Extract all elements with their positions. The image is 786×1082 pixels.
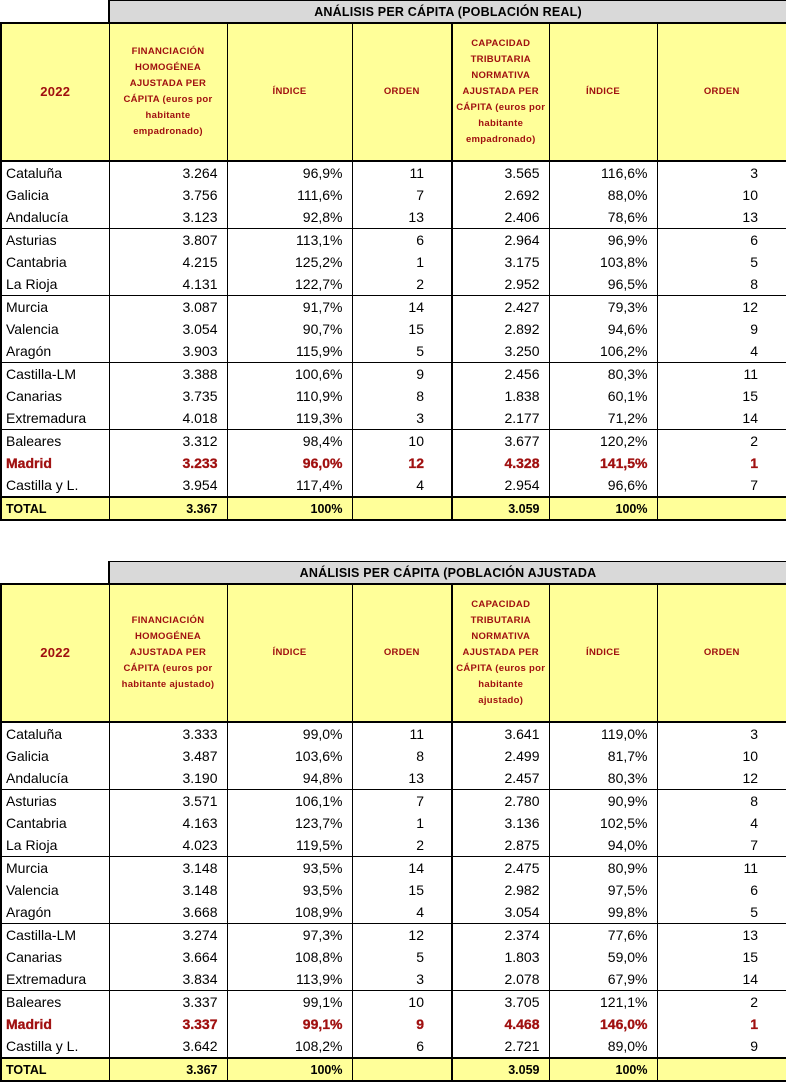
- region-name: Baleares: [1, 991, 109, 1014]
- region-name: Murcia: [1, 857, 109, 880]
- table-row: [1, 206, 786, 229]
- orden-value: 9: [657, 318, 786, 340]
- capacidad-value: 2.427: [452, 296, 549, 319]
- orden-value: 15: [657, 946, 786, 968]
- capacidad-value: 2.982: [452, 879, 549, 901]
- indice-value: 90,7%: [227, 318, 352, 340]
- indice-value: 103,6%: [227, 745, 352, 767]
- table-title: ANÁLISIS PER CÁPITA (POBLACIÓN AJUSTADA: [109, 562, 786, 585]
- orden-value: 13: [352, 206, 452, 229]
- table-row: [1, 430, 786, 453]
- header-orden: ORDEN: [352, 23, 452, 161]
- orden-value: 6: [657, 229, 786, 252]
- year-header: 2022: [1, 584, 109, 722]
- region-name: Extremadura: [1, 407, 109, 430]
- region-name: Asturias: [1, 790, 109, 813]
- financiacion-value: 3.264: [109, 161, 227, 184]
- indice-value: 106,1%: [227, 790, 352, 813]
- indice-value: 141,5%: [549, 452, 657, 474]
- table-row: [1, 340, 786, 363]
- indice-value: 102,5%: [549, 812, 657, 834]
- indice-value: 94,6%: [549, 318, 657, 340]
- financiacion-value: 3.807: [109, 229, 227, 252]
- table-row: [1, 1013, 786, 1035]
- capacidad-value: 2.952: [452, 273, 549, 296]
- indice-value: 119,0%: [549, 722, 657, 745]
- financiacion-value: 3.337: [109, 991, 227, 1014]
- capacidad-value: 2.177: [452, 407, 549, 430]
- region-name: Asturias: [1, 229, 109, 252]
- indice-value: 106,2%: [549, 340, 657, 363]
- indice-value: 89,0%: [549, 1035, 657, 1058]
- region-name: Madrid: [1, 1013, 109, 1035]
- orden-value: 11: [657, 857, 786, 880]
- indice-value: 146,0%: [549, 1013, 657, 1035]
- indice-value: 60,1%: [549, 385, 657, 407]
- capacidad-value: 2.475: [452, 857, 549, 880]
- table-row: [1, 722, 786, 745]
- orden-value: 6: [352, 229, 452, 252]
- header-indice: ÍNDICE: [227, 23, 352, 161]
- capacidad-value: 2.780: [452, 790, 549, 813]
- table-row: [1, 184, 786, 206]
- region-name: Valencia: [1, 879, 109, 901]
- table-row: [1, 1035, 786, 1058]
- region-name: Aragón: [1, 901, 109, 924]
- capacidad-value: 2.892: [452, 318, 549, 340]
- orden-value: 1: [657, 1013, 786, 1035]
- orden-value: 3: [657, 161, 786, 184]
- orden-value: 10: [352, 991, 452, 1014]
- indice-value: 103,8%: [549, 251, 657, 273]
- indice-value: 94,8%: [227, 767, 352, 790]
- orden-value: 7: [657, 474, 786, 497]
- table-row: [1, 857, 786, 880]
- region-name: La Rioja: [1, 834, 109, 857]
- indice-value: 100,6%: [227, 363, 352, 386]
- indice-value: 108,2%: [227, 1035, 352, 1058]
- indice-value: 99,1%: [227, 1013, 352, 1035]
- orden-value: 14: [352, 296, 452, 319]
- capacidad-value: 2.406: [452, 206, 549, 229]
- orden-value: 11: [352, 722, 452, 745]
- indice-value: 88,0%: [549, 184, 657, 206]
- table-row: [1, 363, 786, 386]
- indice-value: 115,9%: [227, 340, 352, 363]
- orden-value: 9: [657, 1035, 786, 1058]
- orden-value: 1: [352, 812, 452, 834]
- indice-value: 92,8%: [227, 206, 352, 229]
- indice-value: 119,3%: [227, 407, 352, 430]
- orden-value: 10: [657, 745, 786, 767]
- total-indice: 100%: [227, 1058, 352, 1081]
- indice-value: 121,1%: [549, 991, 657, 1014]
- orden-value: 8: [352, 385, 452, 407]
- indice-value: 80,9%: [549, 857, 657, 880]
- capacidad-value: 2.374: [452, 924, 549, 947]
- financiacion-value: 3.274: [109, 924, 227, 947]
- indice-value: 67,9%: [549, 968, 657, 991]
- indice-value: 93,5%: [227, 879, 352, 901]
- orden-value: 15: [352, 318, 452, 340]
- header-orden: ORDEN: [657, 23, 786, 161]
- capacidad-value: 1.838: [452, 385, 549, 407]
- indice-value: 117,4%: [227, 474, 352, 497]
- total-indice: 100%: [227, 497, 352, 520]
- orden-value: 13: [657, 924, 786, 947]
- indice-value: 110,9%: [227, 385, 352, 407]
- indice-value: 96,9%: [549, 229, 657, 252]
- orden-value: 3: [352, 968, 452, 991]
- table-row: [1, 229, 786, 252]
- capacidad-value: 3.677: [452, 430, 549, 453]
- capacidad-value: 3.175: [452, 251, 549, 273]
- region-name: Extremadura: [1, 968, 109, 991]
- orden-value: 12: [352, 452, 452, 474]
- orden-value: 2: [352, 273, 452, 296]
- table-row: [1, 946, 786, 968]
- indice-value: 79,3%: [549, 296, 657, 319]
- table-row: [1, 901, 786, 924]
- orden-value: 14: [657, 407, 786, 430]
- capacidad-value: 2.078: [452, 968, 549, 991]
- indice-value: 96,9%: [227, 161, 352, 184]
- indice-value: 96,5%: [549, 273, 657, 296]
- capacidad-value: 3.136: [452, 812, 549, 834]
- indice-value: 91,7%: [227, 296, 352, 319]
- table-row: [1, 834, 786, 857]
- indice-value: 94,0%: [549, 834, 657, 857]
- capacidad-value: 2.456: [452, 363, 549, 386]
- orden-value: 2: [657, 430, 786, 453]
- total-financiacion: 3.367: [109, 1058, 227, 1081]
- header-financiacion: FINANCIACIÓN HOMOGÉNEA AJUSTADA PER CÁPITA (euros por habitante empadronado): [109, 23, 227, 161]
- header-indice: ÍNDICE: [227, 584, 352, 722]
- financiacion-value: 3.337: [109, 1013, 227, 1035]
- indice-value: 90,9%: [549, 790, 657, 813]
- capacidad-value: 3.641: [452, 722, 549, 745]
- table-row: [1, 812, 786, 834]
- header-financiacion: FINANCIACIÓN HOMOGÉNEA AJUSTADA PER CÁPITA (euros por habitante ajustado): [109, 584, 227, 722]
- financiacion-value: 3.190: [109, 767, 227, 790]
- orden-value: 9: [352, 363, 452, 386]
- table-row: [1, 161, 786, 184]
- region-name: Baleares: [1, 430, 109, 453]
- financiacion-value: 3.148: [109, 857, 227, 880]
- financiacion-value: 3.571: [109, 790, 227, 813]
- indice-value: 99,1%: [227, 991, 352, 1014]
- total-indice: 100%: [549, 1058, 657, 1081]
- financiacion-value: 3.123: [109, 206, 227, 229]
- table-row: [1, 991, 786, 1014]
- financiacion-value: 3.148: [109, 879, 227, 901]
- orden-value: 13: [657, 206, 786, 229]
- orden-value: 3: [352, 407, 452, 430]
- orden-value: 5: [352, 946, 452, 968]
- region-name: Cantabria: [1, 251, 109, 273]
- total-financiacion: 3.367: [109, 497, 227, 520]
- indice-value: 108,8%: [227, 946, 352, 968]
- region-name: Canarias: [1, 946, 109, 968]
- total-row: [1, 497, 786, 520]
- indice-value: 120,2%: [549, 430, 657, 453]
- region-name: Andalucía: [1, 767, 109, 790]
- orden-value: 5: [657, 251, 786, 273]
- indice-value: 113,9%: [227, 968, 352, 991]
- region-name: Cataluña: [1, 722, 109, 745]
- region-name: Valencia: [1, 318, 109, 340]
- region-name: Castilla y L.: [1, 1035, 109, 1058]
- financiacion-value: 3.664: [109, 946, 227, 968]
- orden-value: 6: [657, 879, 786, 901]
- capacidad-value: 3.565: [452, 161, 549, 184]
- financiacion-value: 3.333: [109, 722, 227, 745]
- financiacion-value: 4.163: [109, 812, 227, 834]
- financiacion-value: 4.018: [109, 407, 227, 430]
- capacidad-value: 3.054: [452, 901, 549, 924]
- orden-value: 15: [352, 879, 452, 901]
- region-name: Galicia: [1, 745, 109, 767]
- financiacion-value: 4.131: [109, 273, 227, 296]
- financiacion-value: 3.087: [109, 296, 227, 319]
- capacidad-value: 2.721: [452, 1035, 549, 1058]
- table-poblacion-ajustada: [0, 561, 786, 1082]
- total-indice: 100%: [549, 497, 657, 520]
- region-name: Murcia: [1, 296, 109, 319]
- table-row: [1, 452, 786, 474]
- indice-value: 113,1%: [227, 229, 352, 252]
- orden-value: 7: [657, 834, 786, 857]
- table-row: [1, 767, 786, 790]
- orden-value: 2: [352, 834, 452, 857]
- financiacion-value: 3.668: [109, 901, 227, 924]
- financiacion-value: 3.312: [109, 430, 227, 453]
- table-row: [1, 273, 786, 296]
- year-header: 2022: [1, 23, 109, 161]
- financiacion-value: 3.756: [109, 184, 227, 206]
- orden-value: 5: [352, 340, 452, 363]
- total-orden: [657, 497, 786, 520]
- region-name: Castilla y L.: [1, 474, 109, 497]
- orden-value: 7: [352, 184, 452, 206]
- region-name: Canarias: [1, 385, 109, 407]
- indice-value: 98,4%: [227, 430, 352, 453]
- indice-value: 111,6%: [227, 184, 352, 206]
- indice-value: 99,0%: [227, 722, 352, 745]
- table-row: [1, 924, 786, 947]
- financiacion-value: 3.903: [109, 340, 227, 363]
- orden-value: 11: [352, 161, 452, 184]
- capacidad-value: 2.875: [452, 834, 549, 857]
- header-indice: ÍNDICE: [549, 23, 657, 161]
- table-row: [1, 968, 786, 991]
- header-orden: ORDEN: [352, 584, 452, 722]
- capacidad-value: 4.468: [452, 1013, 549, 1035]
- indice-value: 125,2%: [227, 251, 352, 273]
- orden-value: 1: [657, 452, 786, 474]
- indice-value: 116,6%: [549, 161, 657, 184]
- region-name: Cantabria: [1, 812, 109, 834]
- capacidad-value: 1.803: [452, 946, 549, 968]
- orden-value: 4: [352, 474, 452, 497]
- region-name: Galicia: [1, 184, 109, 206]
- orden-value: 8: [657, 790, 786, 813]
- region-name: Castilla-LM: [1, 363, 109, 386]
- header-capacidad: CAPACIDAD TRIBUTARIA NORMATIVA AJUSTADA PER CÁPITA (euros por habitante ajustado): [452, 584, 549, 722]
- financiacion-value: 3.054: [109, 318, 227, 340]
- capacidad-value: 4.328: [452, 452, 549, 474]
- capacidad-value: 2.692: [452, 184, 549, 206]
- orden-value: 14: [352, 857, 452, 880]
- orden-value: 8: [352, 745, 452, 767]
- indice-value: 78,6%: [549, 206, 657, 229]
- financiacion-value: 3.388: [109, 363, 227, 386]
- financiacion-value: 3.487: [109, 745, 227, 767]
- capacidad-value: 3.705: [452, 991, 549, 1014]
- table-row: [1, 879, 786, 901]
- indice-value: 119,5%: [227, 834, 352, 857]
- header-orden: ORDEN: [657, 584, 786, 722]
- table-row: [1, 745, 786, 767]
- orden-value: 8: [657, 273, 786, 296]
- table-row: [1, 790, 786, 813]
- capacidad-value: 2.954: [452, 474, 549, 497]
- capacidad-value: 2.964: [452, 229, 549, 252]
- header-capacidad: CAPACIDAD TRIBUTARIA NORMATIVA AJUSTADA PER CÁPITA (euros por habitante empadronado): [452, 23, 549, 161]
- region-name: Cataluña: [1, 161, 109, 184]
- indice-value: 77,6%: [549, 924, 657, 947]
- table-row: [1, 318, 786, 340]
- orden-value: 10: [352, 430, 452, 453]
- table-row: [1, 296, 786, 319]
- capacidad-value: 3.250: [452, 340, 549, 363]
- orden-value: 3: [657, 722, 786, 745]
- financiacion-value: 3.233: [109, 452, 227, 474]
- table-title: ANÁLISIS PER CÁPITA (POBLACIÓN REAL): [109, 1, 786, 24]
- orden-value: 4: [657, 812, 786, 834]
- indice-value: 81,7%: [549, 745, 657, 767]
- indice-value: 123,7%: [227, 812, 352, 834]
- financiacion-value: 4.215: [109, 251, 227, 273]
- table-row: [1, 251, 786, 273]
- total-capacidad: 3.059: [452, 497, 549, 520]
- orden-value: 11: [657, 363, 786, 386]
- orden-value: 13: [352, 767, 452, 790]
- table-row: [1, 474, 786, 497]
- orden-value: 10: [657, 184, 786, 206]
- orden-value: 4: [352, 901, 452, 924]
- region-name: La Rioja: [1, 273, 109, 296]
- orden-value: 12: [657, 296, 786, 319]
- capacidad-value: 2.499: [452, 745, 549, 767]
- financiacion-value: 4.023: [109, 834, 227, 857]
- orden-value: 7: [352, 790, 452, 813]
- financiacion-value: 3.954: [109, 474, 227, 497]
- indice-value: 80,3%: [549, 363, 657, 386]
- orden-value: 9: [352, 1013, 452, 1035]
- header-indice: ÍNDICE: [549, 584, 657, 722]
- indice-value: 96,6%: [549, 474, 657, 497]
- capacidad-value: 2.457: [452, 767, 549, 790]
- table-row: [1, 407, 786, 430]
- region-name: Madrid: [1, 452, 109, 474]
- orden-value: 5: [657, 901, 786, 924]
- indice-value: 97,5%: [549, 879, 657, 901]
- orden-value: 12: [657, 767, 786, 790]
- indice-value: 59,0%: [549, 946, 657, 968]
- indice-value: 71,2%: [549, 407, 657, 430]
- financiacion-value: 3.735: [109, 385, 227, 407]
- orden-value: 4: [657, 340, 786, 363]
- financiacion-value: 3.834: [109, 968, 227, 991]
- total-label: TOTAL: [1, 1058, 109, 1081]
- total-label: TOTAL: [1, 497, 109, 520]
- orden-value: 2: [657, 991, 786, 1014]
- indice-value: 80,3%: [549, 767, 657, 790]
- indice-value: 122,7%: [227, 273, 352, 296]
- indice-value: 108,9%: [227, 901, 352, 924]
- orden-value: 1: [352, 251, 452, 273]
- total-capacidad: 3.059: [452, 1058, 549, 1081]
- indice-value: 99,8%: [549, 901, 657, 924]
- indice-value: 93,5%: [227, 857, 352, 880]
- table-poblacion-real: [0, 0, 786, 521]
- region-name: Aragón: [1, 340, 109, 363]
- orden-value: 14: [657, 968, 786, 991]
- table-row: [1, 385, 786, 407]
- indice-value: 97,3%: [227, 924, 352, 947]
- indice-value: 96,0%: [227, 452, 352, 474]
- orden-value: 12: [352, 924, 452, 947]
- financiacion-value: 3.642: [109, 1035, 227, 1058]
- orden-value: 6: [352, 1035, 452, 1058]
- region-name: Andalucía: [1, 206, 109, 229]
- total-orden: [352, 497, 452, 520]
- region-name: Castilla-LM: [1, 924, 109, 947]
- orden-value: 15: [657, 385, 786, 407]
